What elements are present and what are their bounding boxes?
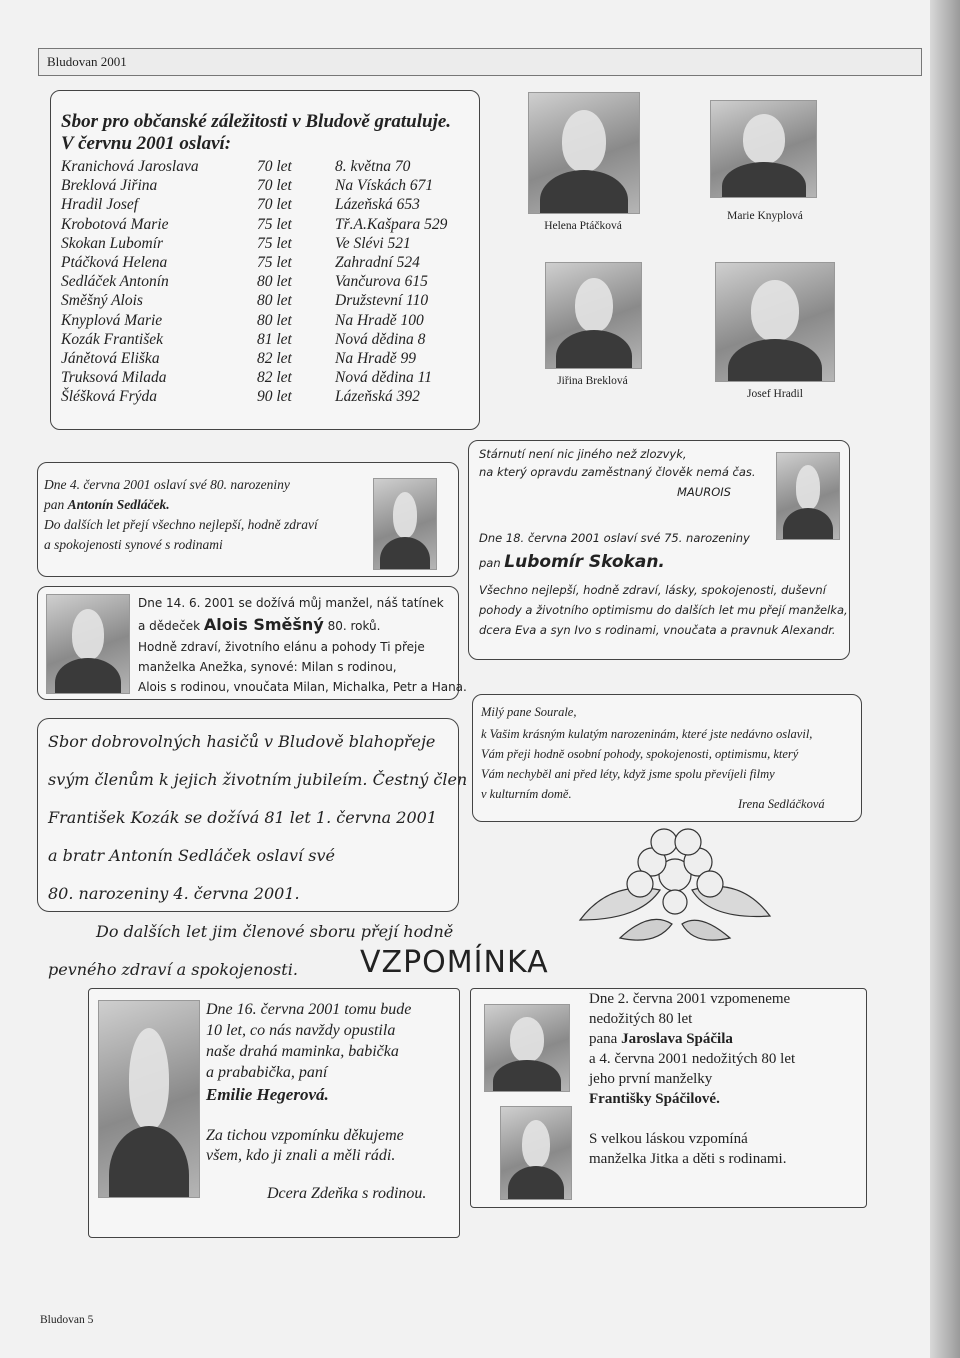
sedlacek-line1: Dne 4. června 2001 oslaví své 80. narozeniny: [44, 477, 290, 492]
smesny-line5: Alois s rodinou, vnoučata Milan, Michalka, Petr a Hana.: [138, 680, 467, 694]
congrats-row-name: Krobotová Marie: [61, 215, 169, 233]
spacil-line3: pana Jaroslava Spáčila: [589, 1031, 733, 1047]
congrats-row-address: Na Hradě 100: [335, 311, 424, 329]
kozak-line: Sbor dobrovolných hasičů v Bludově blahopřeje: [48, 732, 436, 751]
congrats-row-address: Na Vískách 671: [335, 177, 434, 195]
congrats-row-age: 90 let: [257, 388, 292, 406]
congrats-row-age: 75 let: [257, 253, 292, 271]
page-footer: Bludovan 5: [40, 1314, 94, 1326]
sourale-box: [472, 694, 862, 822]
smesny-line3: Hodně zdraví, životního elánu a pohody Ti přeje: [138, 640, 425, 654]
congrats-row-age: 80 let: [257, 311, 292, 329]
hegerova-signature: Dcera Zdeňka s rodinou.: [267, 1185, 427, 1202]
sedlacek-line2: pan Antonín Sedláček.: [44, 497, 170, 512]
congrats-row-name: Sedláček Antonín: [61, 273, 169, 291]
kozak-line: Do dalších let jim členové sboru přejí hodně: [96, 922, 454, 941]
congrats-subheading: V červnu 2001 oslaví:: [61, 133, 232, 154]
congrats-row-address: 8. května 70: [335, 158, 411, 175]
congrats-row-name: Šléšková Frýda: [61, 388, 157, 406]
hegerova-line2: 10 let, co nás navždy opustila: [206, 1022, 396, 1039]
flower-illustration: [560, 820, 790, 950]
congrats-row-name: Hradil Josef: [61, 196, 139, 214]
skokan-line8: dcera Eva a syn Ivo s rodinami, vnoučata a pravnuk Alexandr.: [479, 623, 836, 637]
sourale-line4: Vám nechyběl ani před léty, když jsme spolu převíjeli filmy: [481, 767, 775, 781]
congrats-row-address: Zahradní 524: [335, 253, 420, 271]
congrats-row: [61, 291, 471, 310]
congrats-row-name: Směšný Alois: [61, 292, 143, 310]
kozak-line: 80. narozeniny 4. června 2001.: [48, 884, 300, 903]
congrats-row-name: Kranichová Jaroslava: [61, 158, 199, 175]
sourale-line5: v kulturním domě.: [481, 787, 572, 801]
page-header-title: Bludovan 2001: [47, 54, 127, 69]
congrats-row-address: Družstevní 110: [335, 292, 429, 310]
sedlacek-line4: a spokojenosti synové s rodinami: [44, 537, 223, 552]
kozak-line: a bratr Antonín Sedláček oslaví své: [48, 846, 335, 865]
skokan-name: Lubomír Skokan.: [504, 552, 665, 572]
congrats-row-address: Tř.A.Kašpara 529: [335, 215, 448, 233]
congrats-row-age: 75 let: [257, 215, 292, 233]
photo-lubomir-skokan: [776, 452, 840, 540]
vzpominka-title: VZPOMÍNKA: [360, 945, 549, 980]
congrats-row: [61, 176, 471, 195]
congrats-row-name: Knyplová Marie: [61, 311, 163, 329]
photo-frantiska-spacilova: [500, 1106, 572, 1200]
congrats-row-age: 70 let: [257, 177, 292, 195]
congrats-row: [61, 387, 471, 406]
sourale-line3: Vám přeji hodně osobní pohody, spokojenosti, optimismu, který: [481, 747, 799, 761]
caption-marie: Marie Knyplová: [727, 210, 803, 222]
congrats-row-name: Skokan Lubomír: [61, 234, 164, 252]
skokan-quote1: Stárnutí není nic jiného než zlozvyk,: [479, 447, 687, 461]
congrats-row-address: Ve Slévi 521: [335, 234, 411, 252]
caption-jirina: Jiřina Breklová: [557, 375, 628, 387]
kozak-line: pevného zdraví a spokojenosti.: [48, 960, 298, 979]
page-header: [38, 48, 922, 76]
congrats-list: [61, 157, 471, 406]
congrats-row-address: Lázeňská 392: [335, 388, 420, 406]
congrats-row-age: 82 let: [257, 369, 292, 387]
photo-marie-knyplova: [710, 100, 817, 198]
sedlacek-line3: Do dalších let přejí všechno nejlepší, hodně zdraví: [44, 517, 318, 532]
congrats-row-age: 81 let: [257, 330, 292, 348]
hegerova-line6: Za tichou vzpomínku děkujeme: [206, 1127, 404, 1144]
photo-emilie-hegerova: [98, 1000, 200, 1198]
congrats-row-name: Truksová Milada: [61, 369, 167, 387]
congrats-row: [61, 272, 471, 291]
sourale-line1: Milý pane Sourale,: [481, 705, 577, 719]
congrats-row: [61, 368, 471, 387]
spacil-name: Jaroslava Spáčila: [621, 1031, 733, 1047]
spacil-line4: a 4. června 2001 nedožitých 80 let: [589, 1051, 796, 1067]
hegerova-line7: všem, kdo ji znali a měli rádi.: [206, 1147, 396, 1164]
hegerova-line1: Dne 16. června 2001 tomu bude: [206, 1001, 412, 1018]
congrats-row: [61, 311, 471, 330]
smesny-name: Alois Směšný: [203, 615, 324, 634]
sourale-line2: k Vašim krásným kulatým narozeninám, které jste nedávno oslavil,: [481, 727, 813, 741]
congrats-row-age: 70 let: [257, 158, 292, 175]
congrats-row-age: 80 let: [257, 292, 292, 310]
spacil-line5: jeho první manželky: [589, 1071, 713, 1087]
sourale-signature: Irena Sedláčková: [738, 797, 825, 811]
congrats-row-name: Breklová Jiřina: [61, 177, 158, 195]
congrats-row-name: Kozák František: [61, 330, 164, 348]
congrats-row: [61, 215, 471, 234]
congrats-row-address: Nová dědina 11: [335, 369, 433, 387]
congrats-box: [50, 90, 480, 430]
kozak-line: František Kozák se dožívá 81 let 1. června 2001: [48, 808, 438, 827]
congrats-row-name: Jánětová Eliška: [61, 349, 160, 367]
spacil-line7: S velkou láskou vzpomíná: [589, 1131, 748, 1147]
spacil-line2: nedožitých 80 let: [589, 1011, 693, 1027]
congrats-heading: Sbor pro občanské záležitosti v Bludově gratuluje.: [61, 111, 452, 132]
congrats-row: [61, 157, 471, 176]
photo-jirina-breklova: [545, 262, 642, 369]
skokan-line6: Všechno nejlepší, hodně zdraví, lásky, spokojenosti, duševní: [479, 583, 826, 597]
skokan-line4: Dne 18. června 2001 oslaví své 75. narozeniny: [479, 531, 750, 545]
smesny-line2: a dědeček Alois Směšný 80. roků.: [138, 615, 381, 634]
congrats-row: [61, 234, 471, 253]
photo-josef-hradil: [715, 262, 835, 382]
congrats-row-name: Ptáčková Helena: [61, 253, 168, 271]
congrats-row: [61, 349, 471, 368]
congrats-row-age: 80 let: [257, 273, 292, 291]
skokan-line5: pan Lubomír Skokan.: [479, 552, 665, 572]
congrats-row-address: Vančurova 615: [335, 273, 428, 291]
spacil-wife-name: Františky Spáčilové.: [589, 1091, 720, 1107]
spacil-line8: manželka Jitka a děti s rodinami.: [589, 1151, 787, 1167]
skokan-quote2: na který opravdu zaměstnaný člověk nemá čas.: [479, 465, 756, 479]
page-edge-shadow: [930, 0, 960, 1358]
congrats-row: [61, 330, 471, 349]
photo-antonin-sedlacek: [373, 478, 437, 570]
kozak-line: svým členům k jejich životním jubileím. Čestný člen: [48, 770, 468, 789]
congrats-row-age: 82 let: [257, 349, 292, 367]
congrats-row: [61, 195, 471, 214]
skokan-line7: pohody a životního optimismu do dalších let mu přejí manželka,: [479, 603, 848, 617]
congrats-row: [61, 253, 471, 272]
congrats-row-address: Nová dědina 8: [335, 330, 426, 348]
congrats-row-age: 70 let: [257, 196, 292, 214]
photo-alois-smesny: [46, 594, 130, 694]
smesny-line1: Dne 14. 6. 2001 se dožívá můj manžel, náš tatínek: [138, 596, 444, 610]
photo-jaroslav-spacil: [484, 1004, 570, 1092]
hegerova-line4: a prababička, paní: [206, 1064, 328, 1081]
sedlacek-name: Antonín Sedláček.: [67, 497, 170, 512]
hegerova-name: Emilie Hegerová.: [206, 1085, 329, 1104]
spacil-line1: Dne 2. června 2001 vzpomeneme: [589, 991, 791, 1007]
photo-helena-ptackova: [528, 92, 640, 214]
caption-josef: Josef Hradil: [747, 388, 803, 400]
hegerova-line3: naše drahá maminka, babička: [206, 1043, 399, 1060]
congrats-row-address: Na Hradě 99: [335, 349, 416, 367]
skokan-quote-author: MAUROIS: [677, 485, 731, 499]
smesny-line4: manželka Anežka, synové: Milan s rodinou,: [138, 660, 397, 674]
caption-helena: Helena Ptáčková: [544, 220, 622, 232]
congrats-row-age: 75 let: [257, 234, 292, 252]
congrats-row-address: Lázeňská 653: [335, 196, 420, 214]
